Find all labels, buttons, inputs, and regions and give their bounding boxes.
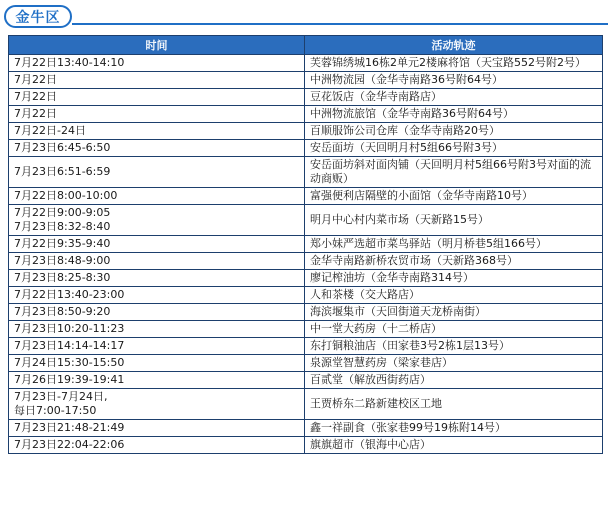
time-cell: 7月23日8:25-8:30 <box>9 270 305 287</box>
table-row <box>9 106 603 123</box>
location-cell: 人和茶楼（交大路店） <box>305 287 603 304</box>
table-body <box>9 55 603 454</box>
time-cell: 7月22日 <box>9 72 305 89</box>
table-row <box>9 389 603 420</box>
time-cell: 7月23日6:51-6:59 <box>9 157 305 188</box>
location-cell: 明月中心村内菜市场（天新路15号） <box>305 205 603 236</box>
district-tag: 金牛区 <box>4 5 72 28</box>
activity-table <box>8 35 603 454</box>
time-cell: 7月22日-24日 <box>9 123 305 140</box>
location-cell: 廖记榨油坊（金华寺南路314号） <box>305 270 603 287</box>
location-cell: 中洲物流旅馆（金华寺南路36号附64号） <box>305 106 603 123</box>
table-row <box>9 270 603 287</box>
table-row <box>9 89 603 106</box>
time-cell: 7月23日8:48-9:00 <box>9 253 305 270</box>
table-row <box>9 55 603 72</box>
location-cell: 泉源堂智慧药房（梁家巷店） <box>305 355 603 372</box>
location-cell: 百顺服饰公司仓库（金华寺南路20号） <box>305 123 603 140</box>
location-cell: 鑫一祥副食（张家巷99号19栋附14号） <box>305 420 603 437</box>
table-row <box>9 304 603 321</box>
time-cell: 7月23日6:45-6:50 <box>9 140 305 157</box>
time-cell: 7月24日15:30-15:50 <box>9 355 305 372</box>
location-cell: 旗旗超市（银海中心店） <box>305 437 603 454</box>
table-row <box>9 287 603 304</box>
table-header-row <box>9 36 603 55</box>
time-cell: 7月23日8:50-9:20 <box>9 304 305 321</box>
table-row <box>9 338 603 355</box>
location-cell: 郑小妹严选超市菜鸟驿站（明月桥巷5组166号） <box>305 236 603 253</box>
table-row <box>9 437 603 454</box>
time-cell: 7月26日19:39-19:41 <box>9 372 305 389</box>
time-cell: 7月23日10:20-11:23 <box>9 321 305 338</box>
time-cell: 7月22日13:40-23:00 <box>9 287 305 304</box>
header-time: 时间 <box>9 36 305 55</box>
location-cell: 豆花饭店（金华寺南路店） <box>305 89 603 106</box>
time-cell: 7月22日 <box>9 89 305 106</box>
time-cell: 7月23日-7月24日, 每日7:00-17:50 <box>9 389 305 420</box>
time-cell: 7月23日22:04-22:06 <box>9 437 305 454</box>
location-cell: 金华寺南路新桥农贸市场（天新路368号） <box>305 253 603 270</box>
location-cell: 中洲物流园（金华寺南路36号附64号） <box>305 72 603 89</box>
location-cell: 东打铜粮油店（田家巷3号2栋1层13号） <box>305 338 603 355</box>
time-cell: 7月23日14:14-14:17 <box>9 338 305 355</box>
time-cell: 7月22日9:35-9:40 <box>9 236 305 253</box>
location-cell: 海滨堰集市（天回街道天龙桥南街） <box>305 304 603 321</box>
header-divider <box>72 23 608 25</box>
table-row <box>9 188 603 205</box>
location-cell: 安岳面坊（天回明月村5组66号附3号） <box>305 140 603 157</box>
table-row <box>9 253 603 270</box>
location-cell: 中一堂大药房（十二桥店） <box>305 321 603 338</box>
table-row <box>9 72 603 89</box>
location-cell: 富强便利店隔壁的小面馆（金华寺南路10号） <box>305 188 603 205</box>
table-row <box>9 157 603 188</box>
table-row <box>9 205 603 236</box>
time-cell: 7月22日8:00-10:00 <box>9 188 305 205</box>
table-row <box>9 372 603 389</box>
table-row <box>9 355 603 372</box>
header-trajectory: 活动轨迹 <box>305 36 603 55</box>
time-cell: 7月22日9:00-9:05 7月23日8:32-8:40 <box>9 205 305 236</box>
time-cell: 7月23日21:48-21:49 <box>9 420 305 437</box>
table-row <box>9 140 603 157</box>
table-row <box>9 123 603 140</box>
time-cell: 7月22日 <box>9 106 305 123</box>
table-row <box>9 236 603 253</box>
location-cell: 安岳面坊斜对面肉铺（天回明月村5组66号附3号对面的流动商贩） <box>305 157 603 188</box>
table-row <box>9 321 603 338</box>
location-cell: 百贰堂（解放西街药店） <box>305 372 603 389</box>
time-cell: 7月22日13:40-14:10 <box>9 55 305 72</box>
location-cell: 王贾桥东二路新建校区工地 <box>305 389 603 420</box>
location-cell: 芙蓉锦绣城16栋2单元2楼麻将馆（天宝路552号附2号） <box>305 55 603 72</box>
table-row <box>9 420 603 437</box>
